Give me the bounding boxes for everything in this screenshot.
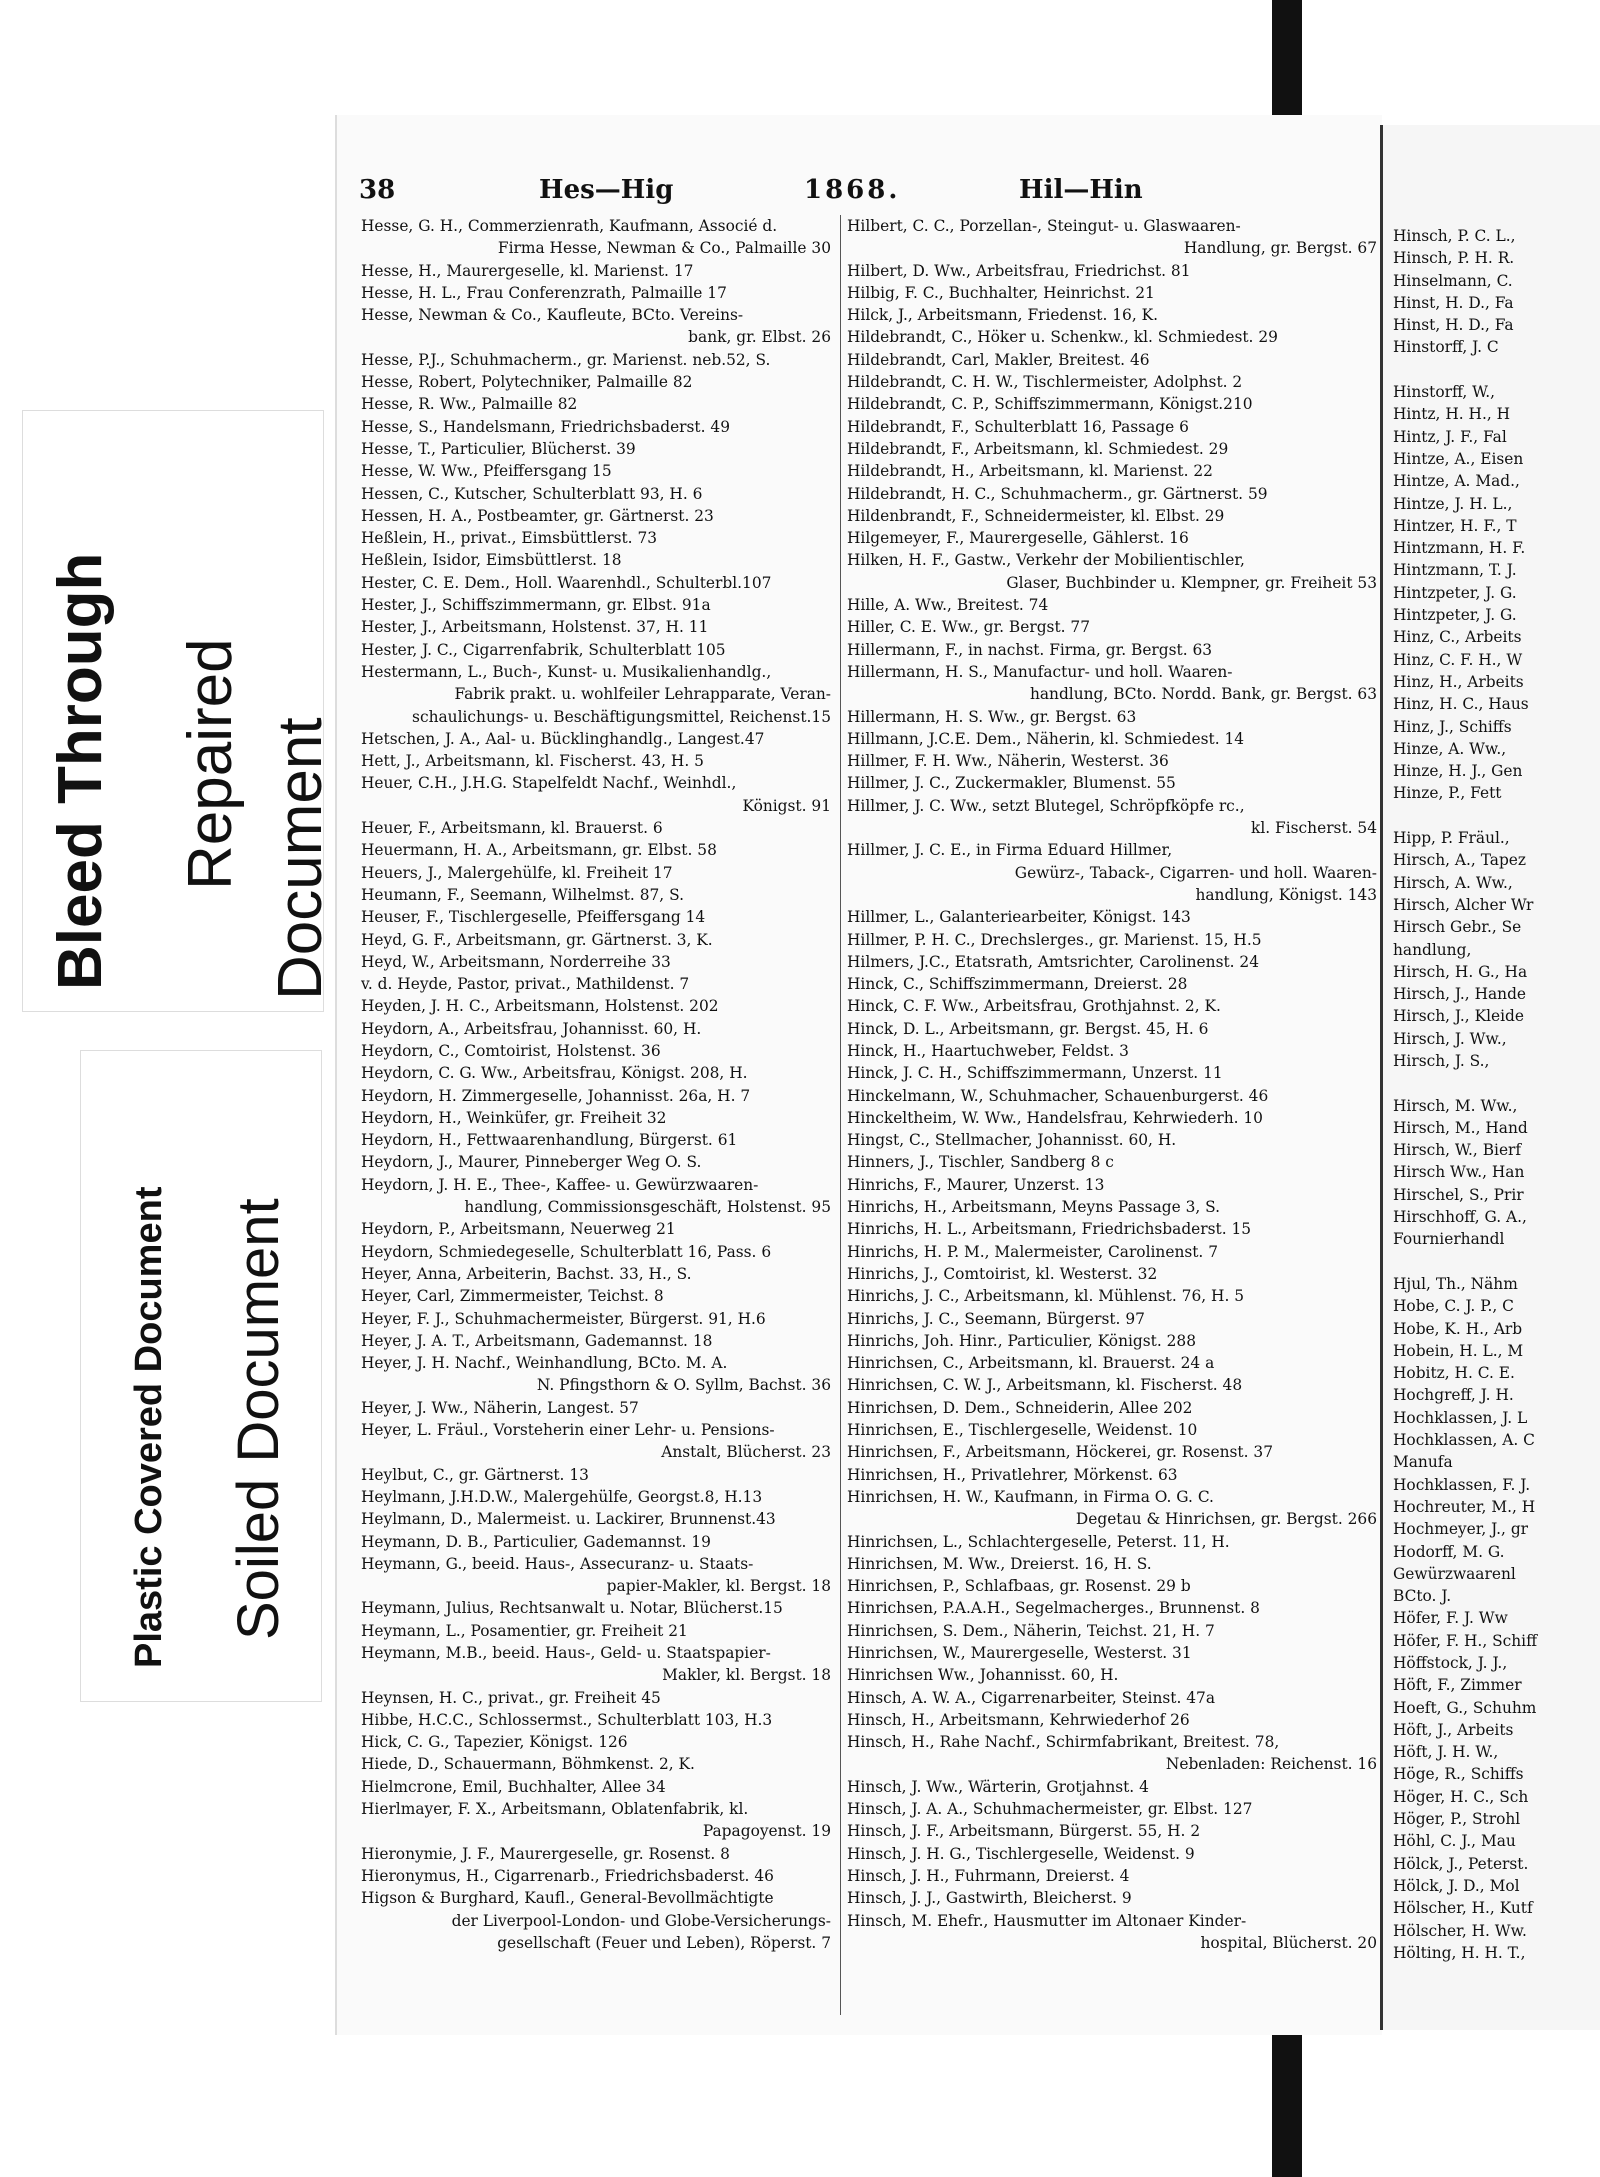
facing-page-column (1393, 225, 1537, 1964)
left-column-entry: Hick, C. G., Tapezier, Königst. 126 (361, 1733, 628, 1752)
left-column-entry: Hester, J., Schiffszimmermann, gr. Elbst. 91a (361, 596, 711, 615)
right-column-entry: Hillmann, J.C.E. Dem., Näherin, kl. Schmiedest. 14 (847, 729, 1245, 748)
left-column-entry: Hett, J., Arbeitsmann, kl. Fischerst. 43, H. 5 (361, 752, 704, 771)
facing-page-entry: Hintzpeter, J. G. (1393, 583, 1517, 602)
left-column-entry: Hesse, S., Handelsmann, Friedrichsbaderst. 49 (361, 417, 730, 436)
facing-page-entry: Hochmeyer, J., gr (1393, 1520, 1529, 1539)
facing-page-entry: Hochgreff, J. H. (1393, 1386, 1514, 1405)
facing-page-entry: Hinsch, P. C. L., (1393, 227, 1516, 245)
right-column-entry: Hinsch, A. W. A., Cigarrenarbeiter, Steinst. 47a (847, 1688, 1215, 1707)
left-column (361, 215, 831, 1954)
binding-strip-top (1272, 0, 1302, 132)
right-column-entry: Hinrichs, Joh. Hinr., Particulier, Königst. 288 (847, 1331, 1196, 1350)
left-column-entry: Hiede, D., Schauermann, Böhmkenst. 2, K. (361, 1755, 695, 1774)
left-column-entry: Anstalt, Blücherst. 23 (661, 1443, 831, 1462)
left-column-entry: Heßlein, H., privat., Eimsbüttlerst. 73 (361, 529, 658, 548)
left-column-entry: Heydorn, J. H. E., Thee-, Kaffee- u. Gewürzwaaren- (361, 1175, 759, 1194)
left-column-entry: Heyden, J. H. C., Arbeitsmann, Holstenst. 202 (361, 997, 719, 1016)
right-column (847, 215, 1377, 1954)
facing-page-entry: Hölscher, H., Kutf (1393, 1899, 1533, 1918)
facing-page-entry: Hirsch, M. Ww., (1393, 1096, 1518, 1115)
right-column-entry: Hinners, J., Tischler, Sandberg 8 c (847, 1153, 1114, 1172)
right-column-entry: Glaser, Buchbinder u. Klempner, gr. Freiheit 53 (1006, 573, 1377, 592)
left-column-entry: Hieronymie, J. F., Maurergeselle, gr. Rosenst. 8 (361, 1844, 730, 1863)
left-column-entry: papier-Makler, kl. Bergst. 18 (606, 1577, 831, 1596)
facing-page-entry (1393, 805, 1537, 827)
left-column-entry: Heymann, L., Posamentier, gr. Freiheit 21 (361, 1621, 688, 1640)
right-column-entry: Hinrichs, H. P. M., Malermeister, Carolinenst. 7 (847, 1242, 1219, 1261)
right-column-entry: Hinrichs, J. C., Seemann, Bürgerst. 97 (847, 1309, 1145, 1328)
facing-page-entry: Höhl, C. J., Mau (1393, 1832, 1516, 1851)
right-column-entry: Hinck, J. C. H., Schiffszimmermann, Unzerst. 11 (847, 1064, 1223, 1083)
right-column-entry: Hinsch, J. A. A., Schuhmachermeister, gr. Elbst. 127 (847, 1800, 1253, 1819)
facing-page-entry (1393, 1072, 1537, 1094)
right-column-entry: Hinrichs, H., Arbeitsmann, Meyns Passage 3, S. (847, 1198, 1221, 1217)
left-column-entry: Heydorn, C. G. Ww., Arbeitsfrau, Königst. 208, H. (361, 1064, 748, 1083)
right-column-entry: Hinrichsen Ww., Johannisst. 60, H. (847, 1666, 1119, 1685)
right-column-entry: Hinckelmann, W., Schuhmacher, Schauenburgerst. 46 (847, 1086, 1269, 1105)
right-column-entry: Gewürz-, Taback-, Cigarren- und holl. Waaren- (1014, 863, 1377, 882)
right-column-entry: Hinrichsen, W., Maurergeselle, Westerst. 31 (847, 1644, 1192, 1662)
left-column-entry: Heyer, F. J., Schuhmachermeister, Bürgerst. 91, H.6 (361, 1309, 766, 1328)
right-column-entry: kl. Fischerst. 54 (1251, 819, 1377, 838)
left-column-entry: Hester, C. E. Dem., Holl. Waarenhdl., Schulterbl.107 (361, 573, 772, 592)
left-column-entry: Heylmann, D., Malermeist. u. Lackirer, Brunnenst.43 (361, 1510, 776, 1529)
facing-page-entry: Hintze, A., Eisen (1393, 449, 1524, 468)
left-column-entry: Heydorn, H., Fettwaarenhandlung, Bürgerst. 61 (361, 1131, 738, 1150)
right-column-entry: Hinck, D. L., Arbeitsmann, gr. Bergst. 45, H. 6 (847, 1019, 1209, 1038)
facing-page-entry: Hölscher, H. Ww. (1393, 1921, 1527, 1940)
right-column-entry: Hinrichsen, S. Dem., Näherin, Teichst. 21, H. 7 (847, 1621, 1215, 1640)
left-column-entry: Hester, J., Arbeitsmann, Holstenst. 37, H. 11 (361, 618, 709, 637)
left-column-entry: Hibbe, H.C.C., Schlossermst., Schulterblatt 103, H.3 (361, 1710, 773, 1729)
facing-page-entry: Hintzpeter, J. G. (1393, 606, 1517, 625)
facing-page-entry: Hinz, C. F. H., W (1393, 650, 1523, 669)
left-column-entry: Hesse, R. Ww., Palmaille 82 (361, 395, 578, 414)
left-column-entry: Heyd, W., Arbeitsmann, Norderreihe 33 (361, 952, 671, 971)
facing-page-entry: Gewürzwaarenl (1393, 1564, 1516, 1583)
left-column-entry: Hieronymus, H., Cigarrenarb., Friedrichsbaderst. 46 (361, 1866, 774, 1885)
facing-page-edge (1380, 125, 1600, 2030)
right-column-entry: Hildebrandt, Carl, Makler, Breitest. 46 (847, 350, 1150, 369)
right-column-entry: Hilbig, F. C., Buchhalter, Heinrichst. 21 (847, 283, 1155, 302)
right-column-entry: Hinck, C. F. Ww., Arbeitsfrau, Grothjahnst. 2, K. (847, 997, 1221, 1016)
document-cut-label: Document (266, 717, 335, 1000)
facing-page-entry: Hochklassen, A. C (1393, 1431, 1535, 1450)
left-column-entry: Firma Hesse, Newman & Co., Palmaille 30 (497, 239, 831, 258)
right-column-entry: Hinsch, J. Ww., Wärterin, Grotjahnst. 4 (847, 1777, 1149, 1796)
facing-page-entry: Hinze, P., Fett (1393, 784, 1502, 803)
left-column-entry: Fabrik prakt. u. wohlfeiler Lehrapparate, Veran- (454, 685, 831, 704)
right-column-entry: Hingst, C., Stellmacher, Johannisst. 60, H. (847, 1131, 1177, 1150)
facing-page-entry: Hölting, H. H. T., (1393, 1943, 1526, 1962)
right-column-entry: Hinrichsen, H. W., Kaufmann, in Firma O. G. C. (847, 1487, 1214, 1506)
left-column-entry: Heylmann, J.H.D.W., Malergehülfe, Georgst.8, H.13 (361, 1487, 763, 1506)
right-column-entry: Hinck, H., Haartuchweber, Feldst. 3 (847, 1041, 1129, 1060)
facing-page-entry: Hirschel, S., Prir (1393, 1185, 1524, 1204)
left-column-entry: Heydorn, H. Zimmergeselle, Johannisst. 26a, H. 7 (361, 1086, 751, 1105)
page-number: 38 (359, 175, 396, 205)
left-column-entry: gesellschaft (Feuer und Leben), Röperst. 7 (497, 1933, 831, 1952)
left-column-entry: Hestermann, L., Buch-, Kunst- u. Musikalienhandlg., (361, 662, 772, 681)
facing-page-entry: Höft, J. H. W., (1393, 1743, 1499, 1762)
facing-page-entry: Hintze, J. H. L., (1393, 494, 1513, 513)
facing-page-entry: Höfer, F. J. Ww (1393, 1609, 1508, 1628)
facing-page-entry: Manufa (1393, 1453, 1453, 1472)
right-column-entry: Hilmers, J.C., Etatsrath, Amtsrichter, Carolinenst. 24 (847, 952, 1260, 971)
facing-page-entry: Hinze, H. J., Gen (1393, 762, 1523, 781)
right-column-entry: Hinrichsen, F., Arbeitsmann, Höckerei, gr. Rosenst. 37 (847, 1443, 1273, 1462)
left-column-entry: Heyer, Anna, Arbeiterin, Bachst. 33, H., S. (361, 1264, 692, 1283)
left-column-entry: der Liverpool-London- und Globe-Versicherungs- (451, 1911, 831, 1930)
facing-page-entry: Hirsch, W., Bierf (1393, 1141, 1522, 1160)
left-column-entry: Heydorn, C., Comtoirist, Holstenst. 36 (361, 1041, 661, 1060)
right-column-entry: Hinsch, J. J., Gastwirth, Bleicherst. 9 (847, 1889, 1132, 1908)
soiled-label: Soiled Document (226, 1198, 291, 1640)
left-column-entry: Heuers, J., Malergehülfe, kl. Freiheit 17 (361, 863, 673, 882)
left-column-entry: v. d. Heyde, Pastor, privat., Mathildenst. 7 (361, 975, 690, 994)
right-column-entry: Hinrichs, H. L., Arbeitsmann, Friedrichsbaderst. 15 (847, 1220, 1252, 1239)
right-column-entry: Hillmer, J. C. E., in Firma Eduard Hillmer, (847, 841, 1173, 860)
facing-page-entry: Hinsch, P. H. R. (1393, 249, 1515, 268)
facing-page-entry: Hirsch, J. S., (1393, 1051, 1490, 1070)
left-column-entry: Hester, J. C., Cigarrenfabrik, Schulterblatt 105 (361, 640, 726, 659)
left-column-entry: Heßlein, Isidor, Eimsbüttlerst. 18 (361, 551, 622, 570)
left-column-entry: Hessen, C., Kutscher, Schulterblatt 93, H. 6 (361, 484, 703, 503)
facing-page-entry: Hinst, H. D., Fa (1393, 316, 1514, 335)
watermark-labels-panel (0, 0, 335, 2177)
right-column-entry: Hinrichsen, C. W. J., Arbeitsmann, kl. Fischerst. 48 (847, 1376, 1243, 1395)
left-column-entry: Königst. 91 (742, 796, 831, 815)
facing-page-entry: Hintz, H. H., H (1393, 405, 1511, 424)
facing-page-entry: Fournierhandl (1393, 1230, 1505, 1249)
left-column-entry: Heyer, J. Ww., Näherin, Langest. 57 (361, 1398, 639, 1417)
left-name-range: Hes—Hig (539, 175, 674, 205)
facing-page-entry: Hinstorff, J. C (1393, 338, 1499, 357)
right-column-entry: Hinrichsen, D. Dem., Schneiderin, Allee 202 (847, 1398, 1193, 1417)
right-column-entry: Hildebrandt, C., Höker u. Schenkw., kl. Schmiedest. 29 (847, 328, 1278, 347)
left-column-entry: Hesse, Robert, Polytechniker, Palmaille 82 (361, 373, 693, 392)
right-column-entry: Hildebrandt, H. C., Schuhmacherm., gr. Gärtnerst. 59 (847, 484, 1268, 503)
right-column-entry: Hinsch, H., Rahe Nachf., Schirmfabrikant, Breitest. 78, (847, 1733, 1280, 1752)
bleed-through-label: Bleed Through (46, 552, 115, 990)
right-column-entry: Hinrichs, F., Maurer, Unzerst. 13 (847, 1175, 1105, 1194)
right-column-entry: Hilck, J., Arbeitsmann, Friedenst. 16, K. (847, 306, 1159, 325)
right-column-entry: Hinrichsen, C., Arbeitsmann, kl. Brauerst. 24 a (847, 1354, 1215, 1373)
left-column-entry: Hesse, H., Maurergeselle, kl. Marienst. 17 (361, 261, 694, 280)
left-column-entry: Heydorn, H., Weinküfer, gr. Freiheit 32 (361, 1108, 667, 1127)
right-column-entry: Hinsch, H., Arbeitsmann, Kehrwiederhof 26 (847, 1710, 1190, 1729)
right-column-entry: Hinckeltheim, W. Ww., Handelsfrau, Kehrwiederh. 10 (847, 1108, 1263, 1127)
facing-page-entry: Höger, H. C., Sch (1393, 1787, 1529, 1806)
left-column-entry: Hesse, P.J., Schuhmacherm., gr. Marienst. neb.52, S. (361, 350, 771, 369)
facing-page-entry: Hochreuter, M., H (1393, 1497, 1536, 1516)
right-column-entry: Hiller, C. E. Ww., gr. Bergst. 77 (847, 618, 1091, 637)
directory-page (335, 115, 1382, 2035)
facing-page-entry: Höffstock, J. J., (1393, 1654, 1508, 1672)
facing-page-entry: Hochklassen, J. L (1393, 1408, 1528, 1427)
right-column-entry: Hinrichsen, E., Tischlergeselle, Weidenst. 10 (847, 1421, 1198, 1440)
left-column-entry: Hierlmayer, F. X., Arbeitsmann, Oblatenfabrik, kl. (361, 1800, 749, 1819)
right-column-entry: Hillmer, J. C., Zuckermakler, Blumenst. 55 (847, 774, 1176, 793)
facing-page-entry (1393, 1251, 1537, 1273)
right-column-entry: Hildebrandt, F., Schulterblatt 16, Passage 6 (847, 417, 1189, 436)
right-column-entry: Degetau & Hinrichsen, gr. Bergst. 266 (1075, 1510, 1377, 1529)
facing-page-entry: Höft, F., Zimmer (1393, 1676, 1522, 1695)
facing-page-entry: Hintzmann, T. J. (1393, 561, 1517, 580)
left-column-entry: Heydorn, Schmiedegeselle, Schulterblatt 16, Pass. 6 (361, 1242, 772, 1261)
facing-page-entry: Hodorff, M. G. (1393, 1542, 1505, 1561)
left-column-entry: Hesse, T., Particulier, Blücherst. 39 (361, 439, 636, 458)
facing-page-entry: Hirschhoff, G. A., (1393, 1208, 1527, 1227)
facing-page-entry: Hipp, P. Fräul., (1393, 829, 1510, 848)
facing-page-entry: Hjul, Th., Nähm (1393, 1274, 1518, 1293)
right-column-entry: Hinrichsen, L., Schlachtergeselle, Peterst. 11, H. (847, 1532, 1230, 1551)
right-column-entry: Hildebrandt, H., Arbeitsmann, kl. Marienst. 22 (847, 462, 1213, 481)
right-column-entry: Hildenbrandt, F., Schneidermeister, kl. Elbst. 29 (847, 506, 1225, 525)
left-column-entry: Heymann, G., beeid. Haus-, Assecuranz- u. Staats- (361, 1554, 754, 1573)
left-column-entry: Heyd, G. F., Arbeitsmann, gr. Gärtnerst. 3, K. (361, 930, 713, 949)
facing-page-entry: Höft, J., Arbeits (1393, 1720, 1514, 1739)
right-column-entry: Hinsch, J. H., Fuhrmann, Dreierst. 4 (847, 1866, 1130, 1885)
right-column-entry: Hildebrandt, C. H. W., Tischlermeister, Adolphst. 2 (847, 373, 1243, 392)
right-column-entry: Hilgemeyer, F., Maurergeselle, Gählerst. 16 (847, 529, 1189, 548)
left-column-entry: Hielmcrone, Emil, Buchhalter, Allee 34 (361, 1777, 666, 1796)
right-column-entry: Hinsch, J. F., Arbeitsmann, Bürgerst. 55, H. 2 (847, 1822, 1201, 1841)
left-column-entry: Heuermann, H. A., Arbeitsmann, gr. Elbst. 58 (361, 841, 717, 860)
facing-page-entry: BCto. J. (1393, 1587, 1452, 1606)
right-column-entry: handlung, Königst. 143 (1195, 885, 1377, 904)
facing-page-entry: Hirsch, M., Hand (1393, 1118, 1528, 1137)
facing-page-entry: Höfer, F. H., Schiff (1393, 1631, 1538, 1650)
right-column-entry: Hillermann, H. S. Ww., gr. Bergst. 63 (847, 707, 1137, 726)
left-column-entry: Hetschen, J. A., Aal- u. Bücklinghandlg., Langest.47 (361, 729, 765, 748)
right-column-entry: Hinrichsen, P., Schlafbaas, gr. Rosenst. 29 b (847, 1577, 1191, 1596)
left-column-entry: Heuser, F., Tischlergeselle, Pfeiffersgang 14 (361, 908, 706, 927)
facing-page-entry (1393, 359, 1537, 381)
facing-page-entry: handlung, (1393, 940, 1472, 959)
facing-page-entry: Hirsch Ww., Han (1393, 1163, 1525, 1182)
left-column-entry: Heymann, M.B., beeid. Haus-, Geld- u. Staatspapier- (361, 1644, 771, 1662)
facing-page-entry: Hinz, J., Schiffs (1393, 717, 1512, 736)
left-column-entry: N. Pfingsthorn & O. Syllm, Bachst. 36 (536, 1376, 831, 1395)
left-column-entry: Heydorn, A., Arbeitsfrau, Johannisst. 60, H. (361, 1019, 702, 1038)
right-column-entry: handlung, BCto. Nordd. Bank, gr. Bergst. 63 (1029, 685, 1377, 704)
left-column-entry: handlung, Commissionsgeschäft, Holstenst. 95 (464, 1198, 831, 1217)
facing-page-entry: Hinz, H., Arbeits (1393, 672, 1524, 691)
facing-page-entry: Hoeft, G., Schuhm (1393, 1698, 1537, 1717)
left-column-entry: Heumann, F., Seemann, Wilhelmst. 87, S. (361, 885, 684, 904)
facing-page-entry: Hinst, H. D., Fa (1393, 293, 1514, 312)
facing-page-entry: Hirsch, J., Kleide (1393, 1007, 1524, 1026)
right-column-entry: Hillmer, P. H. C., Drechslerges., gr. Marienst. 15, H.5 (847, 930, 1262, 949)
right-column-entry: Hillmer, J. C. Ww., setzt Blutegel, Schröpfköpfe rc., (847, 796, 1245, 815)
right-column-entry: Hinrichsen, M. Ww., Dreierst. 16, H. S. (847, 1554, 1152, 1573)
facing-page-entry: Hobitz, H. C. E. (1393, 1364, 1515, 1383)
right-column-entry: Hinrichs, J. C., Arbeitsmann, kl. Mühlenst. 76, H. 5 (847, 1287, 1245, 1306)
right-column-entry: Hinrichs, J., Comtoirist, kl. Westerst. 32 (847, 1264, 1158, 1283)
facing-page-entry: Hirsch, A. Ww., (1393, 873, 1513, 892)
right-column-entry: Hillermann, F., in nachst. Firma, gr. Bergst. 63 (847, 640, 1213, 659)
right-column-entry: Hillmer, F. H. Ww., Näherin, Westerst. 36 (847, 752, 1169, 771)
right-column-entry: Hinsch, J. H. G., Tischlergeselle, Weidenst. 9 (847, 1844, 1195, 1863)
left-column-entry: Heylbut, C., gr. Gärtnerst. 13 (361, 1465, 589, 1484)
left-column-entry: Heyer, Carl, Zimmermeister, Teichst. 8 (361, 1287, 664, 1306)
right-column-entry: Hinsch, M. Ehefr., Hausmutter im Altonaer Kinder- (847, 1911, 1247, 1930)
left-column-entry: bank, gr. Elbst. 26 (688, 328, 831, 347)
left-column-entry: Heydorn, J., Maurer, Pinneberger Weg O. S. (361, 1153, 702, 1172)
facing-page-entry: Höge, R., Schiffs (1393, 1765, 1524, 1784)
right-column-entry: Hildebrandt, C. P., Schiffszimmermann, Königst.210 (847, 395, 1253, 414)
left-column-entry: schaulichungs- u. Beschäftigungsmittel, Reichenst.15 (412, 707, 831, 726)
facing-page-entry: Hölck, J., Peterst. (1393, 1854, 1529, 1873)
right-column-entry: Hildebrandt, F., Arbeitsmann, kl. Schmiedest. 29 (847, 439, 1229, 458)
facing-page-entry: Hinstorff, W., (1393, 383, 1496, 402)
right-column-entry: Hilbert, C. C., Porzellan-, Steingut- u. Glaswaaren- (847, 217, 1241, 235)
facing-page-entry: Hirsch, J., Hande (1393, 985, 1527, 1004)
facing-page-entry: Hirsch, J. Ww., (1393, 1029, 1507, 1048)
facing-page-entry: Höger, P., Strohl (1393, 1810, 1521, 1829)
facing-page-entry: Hirsch, H. G., Ha (1393, 962, 1528, 981)
right-column-entry: Hilken, H. F., Gastw., Verkehr der Mobilientischler, (847, 551, 1245, 570)
left-column-entry: Hesse, Newman & Co., Kaufleute, BCto. Vereins- (361, 306, 744, 325)
left-column-entry: Higson & Burghard, Kaufl., General-Bevollmächtigte (361, 1889, 774, 1908)
page-year: 1868. (804, 175, 901, 205)
facing-page-entry: Hintzer, H. F., T (1393, 516, 1517, 535)
facing-page-entry: Hobein, H. L., M (1393, 1341, 1524, 1360)
facing-page-entry: Hölck, J. D., Mol (1393, 1876, 1520, 1895)
left-column-entry: Heuer, F., Arbeitsmann, kl. Brauerst. 6 (361, 819, 663, 838)
right-column-entry: Nebenladen: Reichenst. 16 (1165, 1755, 1377, 1774)
left-column-entry: Heuer, C.H., J.H.G. Stapelfeldt Nachf., Weinhdl., (361, 774, 737, 793)
facing-page-entry: Hintz, J. F., Fal (1393, 427, 1507, 446)
left-column-entry: Papagoyenst. 19 (702, 1822, 831, 1841)
facing-page-entry: Hinselmann, C. (1393, 271, 1513, 290)
left-column-entry: Heyer, J. A. T., Arbeitsmann, Gademannst. 18 (361, 1331, 713, 1350)
plastic-covered-label: Plastic Covered Document (128, 1186, 170, 1668)
left-column-entry: Heyer, J. H. Nachf., Weinhandlung, BCto. M. A. (361, 1354, 728, 1373)
facing-page-entry: Hirsch, A., Tapez (1393, 851, 1527, 870)
left-column-entry: Heymann, Julius, Rechtsanwalt u. Notar, Blücherst.15 (361, 1599, 783, 1618)
left-column-entry: Heymann, D. B., Particulier, Gademannst. 19 (361, 1532, 711, 1551)
column-divider (840, 215, 841, 2015)
left-column-entry: Hessen, H. A., Postbeamter, gr. Gärtnerst. 23 (361, 506, 714, 525)
right-column-entry: Handlung, gr. Bergst. 67 (1183, 239, 1377, 258)
right-column-entry: Hillermann, H. S., Manufactur- und holl. Waaren- (847, 662, 1233, 681)
left-column-entry: Heynsen, H. C., privat., gr. Freiheit 45 (361, 1688, 661, 1707)
page-header (359, 175, 1189, 211)
facing-page-entry: Hobe, K. H., Arb (1393, 1319, 1523, 1338)
right-column-entry: Hinrichsen, P.A.A.H., Segelmacherges., Brunnenst. 8 (847, 1599, 1260, 1618)
left-column-entry: Hesse, G. H., Commerzienrath, Kaufmann, Associé d. (361, 217, 778, 235)
facing-page-entry: Hinz, C., Arbeits (1393, 628, 1522, 647)
facing-page-entry: Hochklassen, F. J. (1393, 1475, 1531, 1494)
left-column-entry: Hesse, W. Ww., Pfeiffersgang 15 (361, 462, 612, 481)
facing-page-entry: Hobe, C. J. P., C (1393, 1297, 1514, 1316)
left-column-entry: Hesse, H. L., Frau Conferenzrath, Palmaille 17 (361, 283, 727, 302)
right-column-entry: Hillmer, L., Galanteriearbeiter, Königst. 143 (847, 908, 1191, 927)
right-column-entry: Hinrichsen, H., Privatlehrer, Mörkenst. 63 (847, 1465, 1178, 1484)
facing-page-entry: Hirsch, Alcher Wr (1393, 895, 1534, 914)
repaired-label: Repaired (176, 638, 245, 890)
left-column-entry: Heyer, L. Fräul., Vorsteherin einer Lehr- u. Pensions- (361, 1421, 775, 1440)
facing-page-entry: Hirsch Gebr., Se (1393, 918, 1522, 937)
left-column-entry: Heydorn, P., Arbeitsmann, Neuerweg 21 (361, 1220, 676, 1239)
right-name-range: Hil—Hin (1019, 175, 1143, 205)
facing-page-entry: Hinze, A. Ww., (1393, 739, 1507, 758)
left-column-entry: Makler, kl. Bergst. 18 (662, 1666, 831, 1685)
facing-page-entry: Hintze, A. Mad., (1393, 472, 1520, 491)
right-column-entry: Hinck, C., Schiffszimmermann, Dreierst. 28 (847, 975, 1188, 994)
facing-page-entry: Hintzmann, H. F. (1393, 539, 1526, 558)
right-column-entry: Hilbert, D. Ww., Arbeitsfrau, Friedrichst. 81 (847, 261, 1191, 280)
facing-page-entry: Hinz, H. C., Haus (1393, 695, 1529, 714)
right-column-entry: hospital, Blücherst. 20 (1200, 1933, 1377, 1952)
right-column-entry: Hille, A. Ww., Breitest. 74 (847, 596, 1049, 615)
